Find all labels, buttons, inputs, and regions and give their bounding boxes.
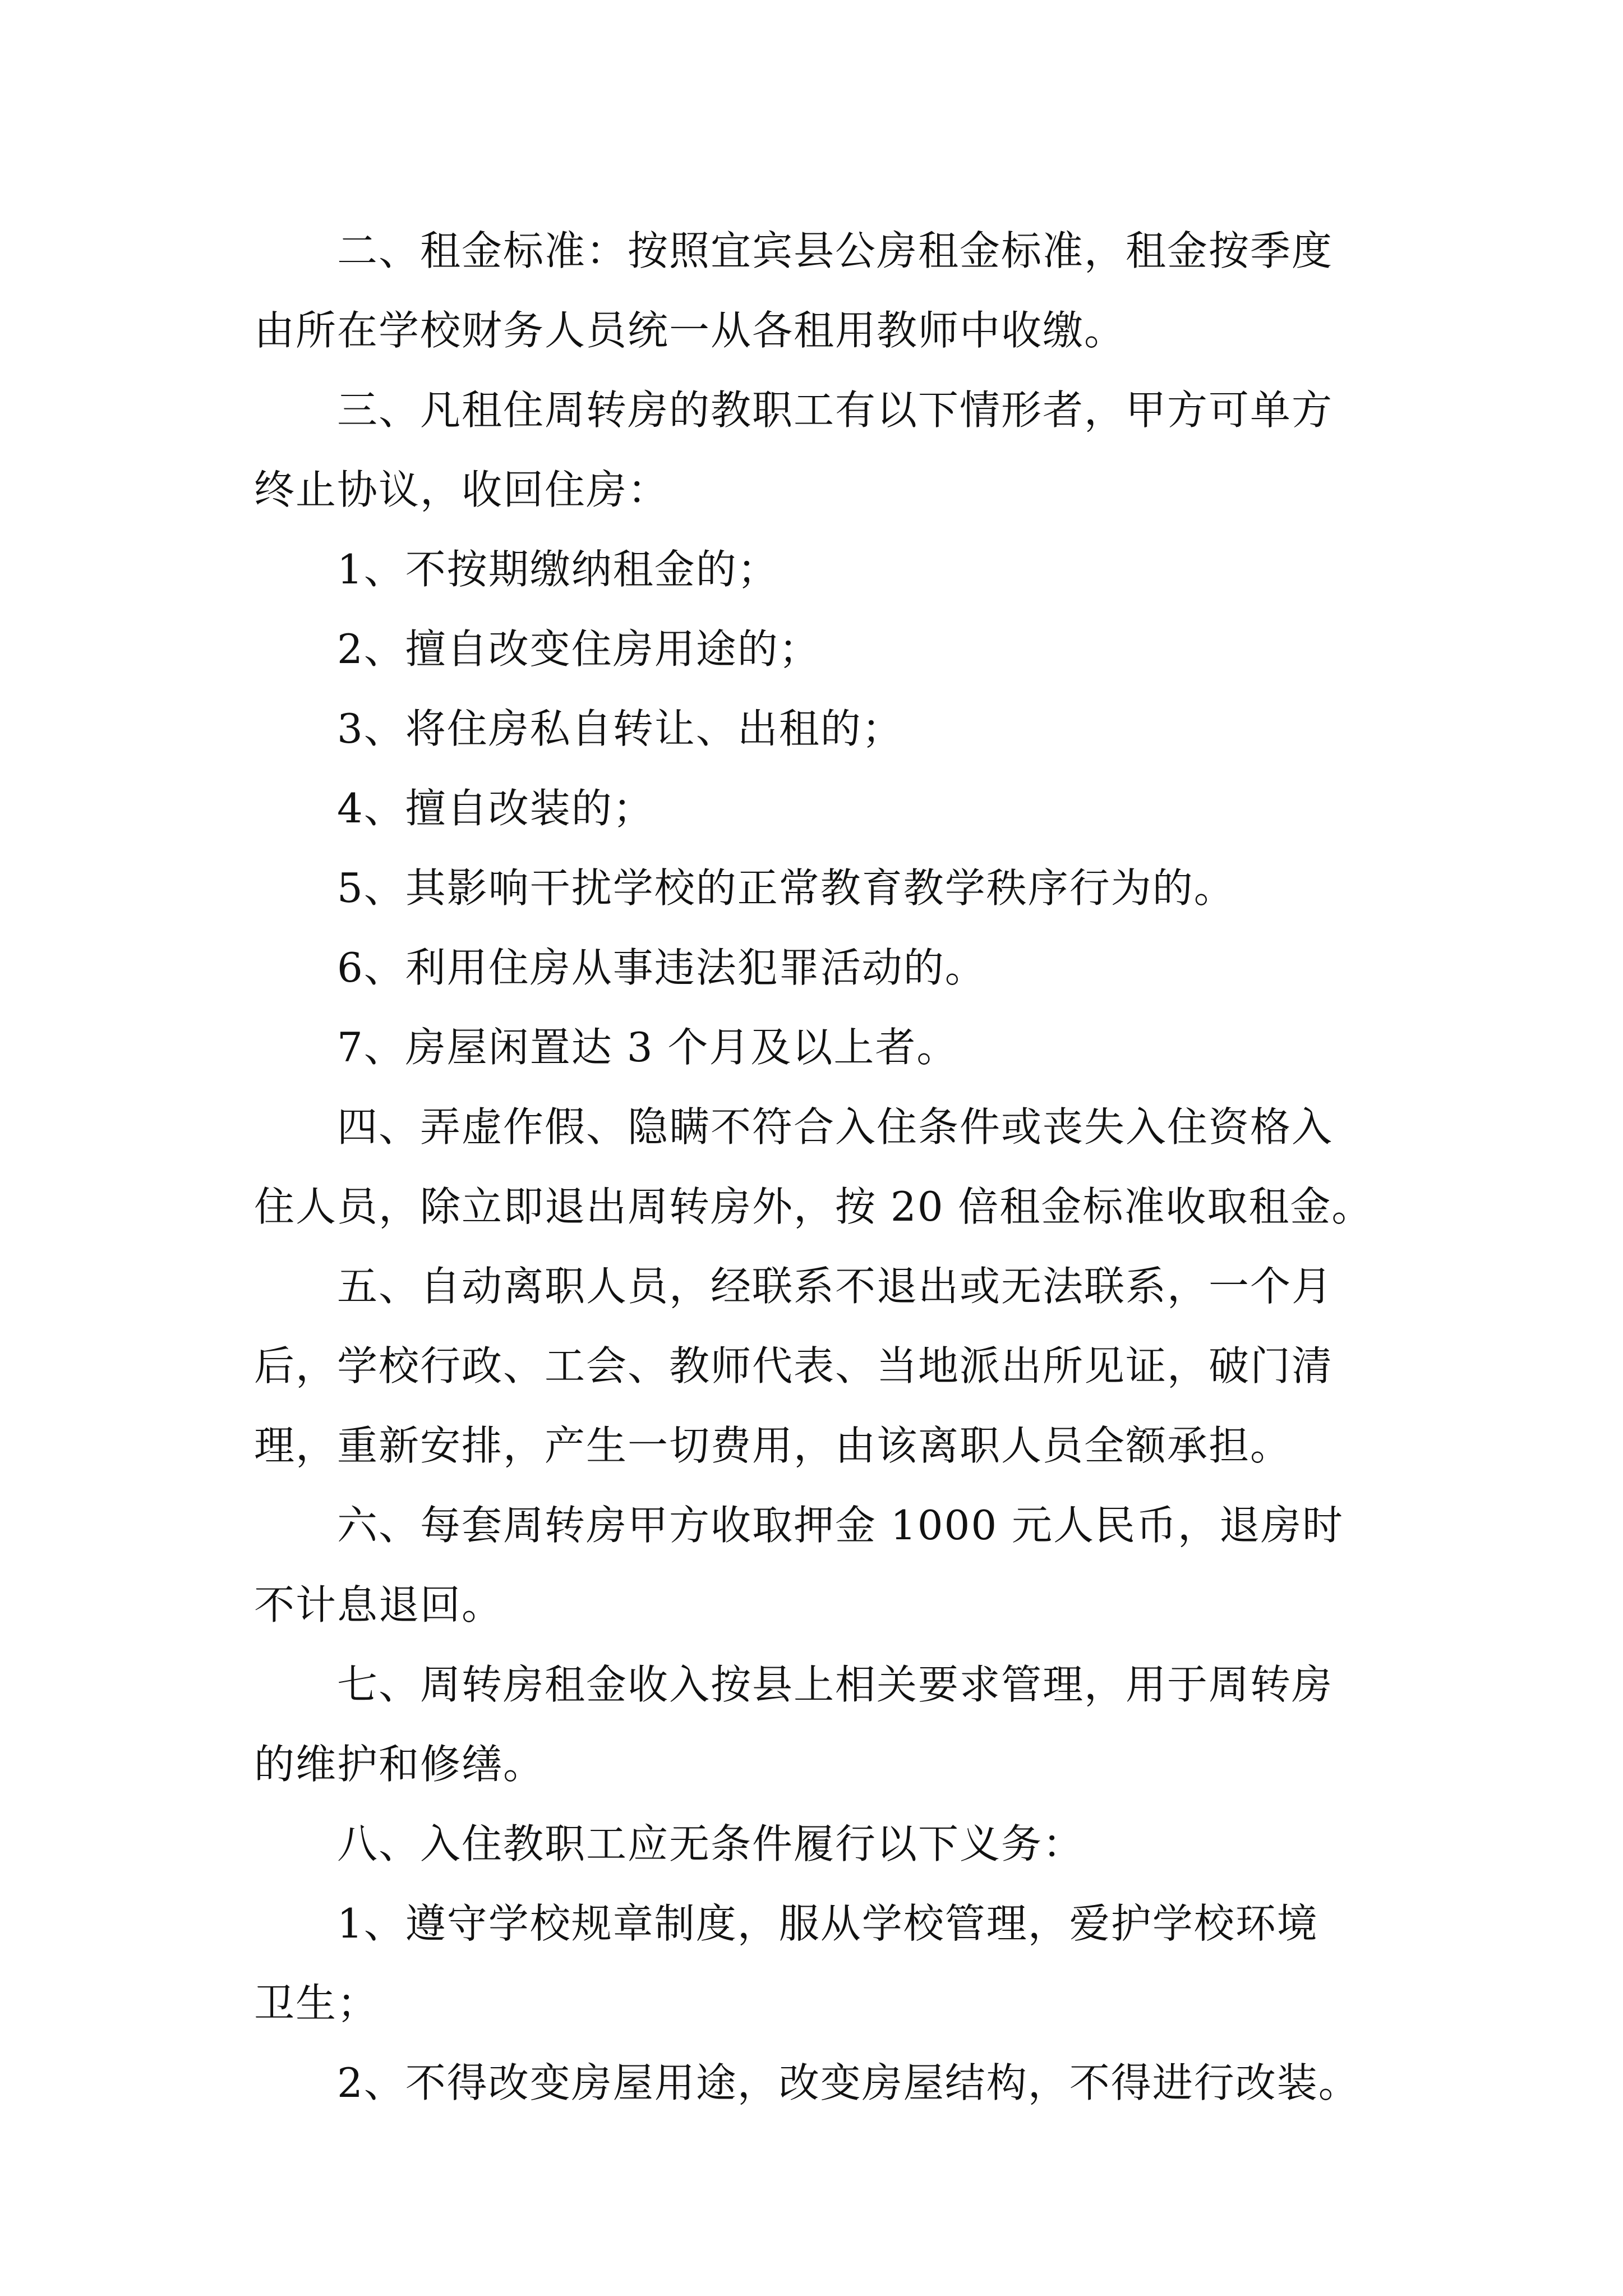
text-line: 4、擅自改装的； <box>337 785 654 832</box>
text-line: 1、不按期缴纳租金的； <box>337 546 779 593</box>
text-line: 后，学校行政、工会、教师代表、当地派出所见证，破门清 <box>254 1342 1334 1389</box>
text-line: 二、租金标准：按照宜宾县公房租金标准，租金按季度 <box>337 227 1334 274</box>
text-line: 终止协议，收回住房： <box>254 466 670 513</box>
text-line: 四、弄虚作假、隐瞒不符合入住条件或丧失入住资格入 <box>337 1103 1334 1151</box>
text-line: 理，重新安排，产生一切费用，由该离职人员全额承担。 <box>254 1422 1292 1469</box>
text-line: 三、凡租住周转房的教职工有以下情形者，甲方可单方 <box>337 386 1334 434</box>
text-line: 八、入住教职工应无条件履行以下义务： <box>337 1820 1085 1867</box>
text-line: 七、周转房租金收入按县上相关要求管理，用于周转房 <box>337 1661 1334 1708</box>
text-line: 2、擅自改变住房用途的； <box>337 625 820 673</box>
text-line: 6、利用住房从事违法犯罪活动的。 <box>337 944 986 991</box>
text-line: 2、不得改变房屋用途，改变房屋结构，不得进行改装。 <box>337 2059 1360 2106</box>
document-body <box>254 211 1393 2123</box>
text-line: 7、房屋闲置达 3 个月及以上者。 <box>337 1024 958 1071</box>
text-line: 的维护和修缮。 <box>254 1741 545 1788</box>
text-line: 1、遵守学校规章制度，服从学校管理，爱护学校环境 <box>337 1900 1318 1947</box>
text-line: 五、自动离职人员，经联系不退出或无法联系，一个月 <box>337 1263 1334 1310</box>
text-line: 3、将住房私自转让、出租的； <box>337 705 903 752</box>
text-line: 5、其影响干扰学校的正常教育教学秩序行为的。 <box>337 864 1235 912</box>
text-line: 由所在学校财务人员统一从各租用教师中收缴。 <box>254 307 1126 354</box>
text-line: 不计息退回。 <box>254 1581 504 1628</box>
text-line: 住人员，除立即退出周转房外，按 20 倍租金标准收取租金。 <box>254 1183 1373 1230</box>
text-line: 六、每套周转房甲方收取押金 1000 元人民币，退房时 <box>337 1502 1344 1549</box>
text-line: 卫生； <box>254 1980 379 2027</box>
